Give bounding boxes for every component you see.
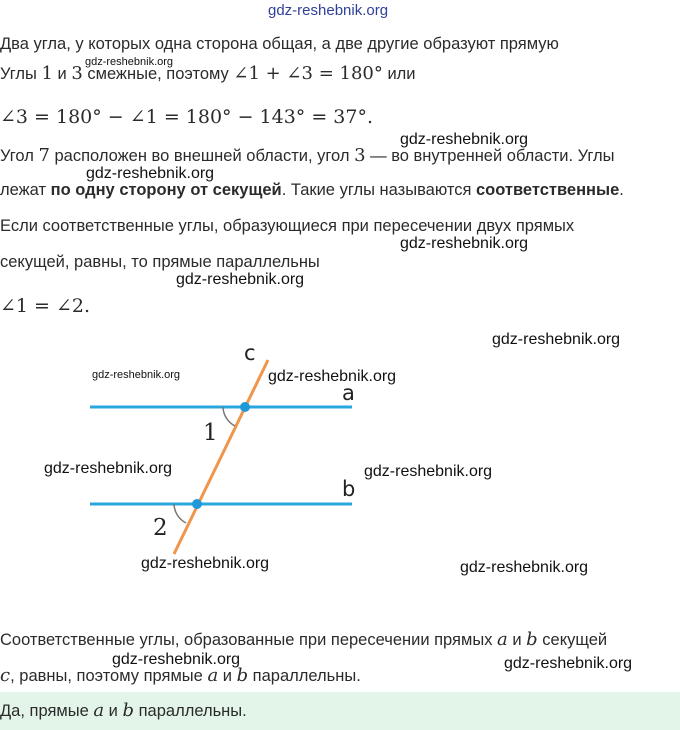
var-b-2: b (236, 665, 249, 686)
text-line-9-a: Соответственные углы, образованные при пересечении прямых (0, 631, 498, 649)
text-line-10-a: , равны, поэтому прямые (10, 667, 208, 685)
bold-same-side: по одну сторону от секущей (50, 181, 282, 199)
intersection-point-b (192, 499, 202, 509)
text-line-10-c: параллельны. (248, 667, 361, 685)
answer-var-a: a (93, 700, 105, 721)
angle-1-arc (223, 407, 235, 426)
text-line-1: Два угла, у которых одна сторона общая, а две другие образуют прямую (0, 35, 559, 53)
var-b: b (526, 629, 538, 650)
answer-a: Да, прямые (0, 702, 94, 720)
watermark: gdz-reshebnik.org (364, 463, 493, 480)
label-c: c (244, 341, 256, 365)
angle-number-7: 7 (38, 145, 50, 166)
watermark: gdz-reshebnik.org (44, 460, 173, 477)
watermark: gdz-reshebnik.org (400, 235, 529, 252)
angle-2-arc (174, 504, 186, 523)
text-line-9 (0, 629, 607, 651)
text-line-2-d: или (382, 65, 416, 83)
watermark: gdz-reshebnik.org (141, 555, 270, 572)
watermark: gdz-reshebnik.org (92, 369, 181, 381)
watermark: gdz-reshebnik.org (86, 165, 215, 182)
answer-c: параллельны. (134, 702, 247, 720)
angle-number-1: 1 (41, 63, 53, 84)
intersection-point-a (240, 402, 250, 412)
watermark: gdz-reshebnik.org (492, 331, 621, 348)
text-line-6: Если соответственные углы, образующиеся при пересечении двух прямых (0, 217, 575, 235)
equation-adjacent-sum: ∠1 + ∠3 = 180° (233, 63, 383, 84)
top-watermark: gdz-reshebnik.org (268, 2, 389, 19)
text-line-2-b: и (52, 65, 72, 83)
angle-1-label: 1 (203, 420, 218, 446)
answer-text (0, 700, 247, 722)
text-line-2 (0, 63, 416, 85)
text-line-4-a: Угол (0, 147, 39, 165)
var-a: a (497, 629, 508, 650)
watermark: gdz-reshebnik.org (400, 131, 529, 148)
watermark: gdz-reshebnik.org (504, 655, 633, 672)
text-line-2-c: смежные, поэтому (82, 65, 234, 83)
text-line-9-c: секущей (537, 631, 608, 649)
answer-var-b: b (122, 700, 135, 721)
bold-corresponding: соответственные (475, 181, 620, 199)
watermark: gdz-reshebnik.org (268, 368, 397, 385)
text-line-5-c: . (619, 181, 624, 199)
transversal-c (174, 360, 268, 554)
text-line-5-a: лежат (0, 181, 51, 199)
var-c: c (0, 665, 11, 686)
text-line-4-c: — во внутренней области. Углы (365, 147, 615, 165)
watermark: gdz-reshebnik.org (460, 559, 589, 576)
equation-angle-3: ∠3 = 180° − ∠1 = 180° − 143° = 37°. (0, 106, 374, 128)
watermark: gdz-reshebnik.org (85, 56, 174, 68)
answer-b: и (104, 702, 123, 720)
angle-number-3b: 3 (354, 145, 366, 166)
watermark: gdz-reshebnik.org (176, 271, 305, 288)
equation-equal-angles: ∠1 = ∠2. (0, 295, 91, 317)
text-line-2-a: Углы (0, 65, 42, 83)
label-a: a (342, 381, 355, 405)
text-line-9-b: и (507, 631, 527, 649)
watermark: gdz-reshebnik.org (112, 651, 241, 668)
var-a-2: a (207, 665, 219, 686)
text-line-7: секущей, равны, то прямые параллельны (0, 253, 320, 271)
angle-number-3: 3 (71, 63, 83, 84)
text-line-10-b: и (218, 667, 237, 685)
text-line-4-b: расположен во внешней области, угол (49, 147, 355, 165)
angle-2-label: 2 (153, 515, 168, 541)
answer-box (0, 692, 680, 730)
text-line-5-b: . Такие углы называются (281, 181, 476, 199)
label-b: b (342, 477, 356, 501)
